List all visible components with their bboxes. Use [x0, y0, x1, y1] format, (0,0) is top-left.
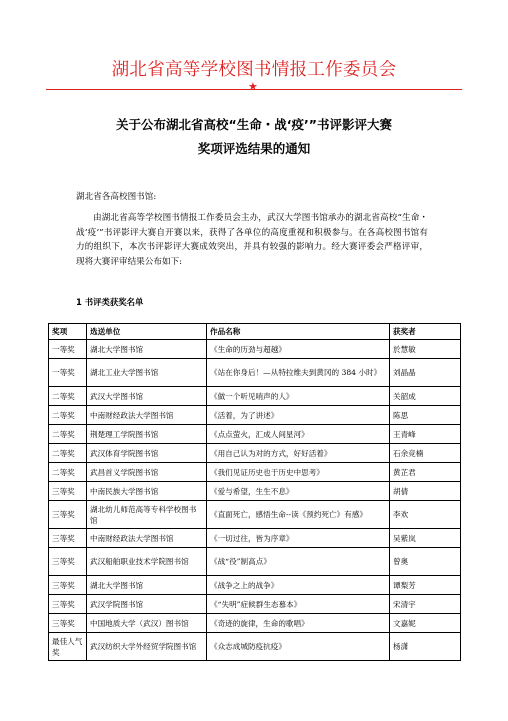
- award-cell: 一等奖: [49, 340, 87, 359]
- unit-cell: 武汉船舶职业技术学院图书馆: [87, 548, 207, 576]
- unit-cell: 武汉学院图书馆: [87, 595, 207, 614]
- header-unit: 选送单位: [87, 324, 207, 340]
- award-cell: 二等奖: [49, 463, 87, 482]
- unit-cell: 荆楚理工学院图书馆: [87, 425, 207, 444]
- header-winner: 获奖者: [390, 324, 461, 340]
- award-cell: 最佳人气奖: [49, 633, 87, 661]
- star-icon: ★: [248, 80, 258, 93]
- unit-cell: 中南民族大学图书馆: [87, 482, 207, 501]
- table-row: [49, 576, 461, 595]
- award-cell: 二等奖: [49, 406, 87, 425]
- award-cell: 一等奖: [49, 359, 87, 387]
- award-cell: 三等奖: [49, 576, 87, 595]
- winner-cell: 曾奥: [390, 548, 461, 576]
- winner-cell: 李欢: [390, 501, 461, 529]
- winner-cell: 黄芷君: [390, 463, 461, 482]
- unit-cell: 武汉体育学院图书馆: [87, 444, 207, 463]
- winner-cell: 谭梨芳: [390, 576, 461, 595]
- header-work: 作品名称: [207, 324, 390, 340]
- award-cell: 三等奖: [49, 548, 87, 576]
- award-table: [48, 323, 461, 661]
- work-cell: 《用自己认为对的方式，好好活着》: [207, 444, 390, 463]
- winner-cell: 关韶成: [390, 387, 461, 406]
- award-cell: 二等奖: [49, 444, 87, 463]
- award-cell: 三等奖: [49, 529, 87, 548]
- table-row: [49, 548, 461, 576]
- unit-cell: 中南财经政法大学图书馆: [87, 406, 207, 425]
- winner-cell: 宋清宇: [390, 595, 461, 614]
- award-cell: 二等奖: [49, 387, 87, 406]
- winner-cell: 王青峰: [390, 425, 461, 444]
- table-row: [49, 529, 461, 548]
- table-row: [49, 463, 461, 482]
- table-row: [49, 444, 461, 463]
- award-cell: 二等奖: [49, 425, 87, 444]
- header-award: 奖项: [49, 324, 87, 340]
- salutation: 湖北省各高校图书馆:: [76, 192, 157, 202]
- work-cell: 《战“役”制高点》: [207, 548, 390, 576]
- table-header-row: [49, 324, 461, 340]
- unit-cell: 湖北幼儿师范高等专科学校图书馆: [87, 501, 207, 529]
- work-cell: 《战争之上的战争》: [207, 576, 390, 595]
- section-heading: 1 书评类获奖名单: [76, 297, 144, 307]
- work-cell: 《直面死亡，感悟生命--读《预约死亡》有感》: [207, 501, 390, 529]
- intro-paragraph: 由湖北省高等学校图书情报工作委员会主办，武汉大学图书馆承办的湖北省高校“生命・战‘疫’”书评影评大赛自开赛以来，获得了各单位的高度重视和积极参与。在各高校图书馆有力的组织下，本次书评影评大赛成效突出，并具有较强的影响力。经大赛评委会严格评审，现将大赛评审结果公布如下:: [76, 213, 428, 267]
- table-row: [49, 359, 461, 387]
- award-cell: 三等奖: [49, 614, 87, 633]
- unit-cell: 湖北大学图书馆: [87, 576, 207, 595]
- work-cell: 《做一个听见哨声的人》: [207, 387, 390, 406]
- table-row: [49, 614, 461, 633]
- work-cell: 《“失明”症候群生态慕本》: [207, 595, 390, 614]
- unit-cell: 湖北工业大学图书馆: [87, 359, 207, 387]
- winner-cell: 文嘉妮: [390, 614, 461, 633]
- work-cell: 《站在你身后！—从特拉维夫到黄冈的 384 小时》: [207, 359, 390, 387]
- winner-cell: 刘晶晶: [390, 359, 461, 387]
- unit-cell: 武汉纺织大学外经贸学院图书馆: [87, 633, 207, 661]
- work-cell: 《一切过往，皆为序章》: [207, 529, 390, 548]
- work-cell: 《活着，为了讲述》: [207, 406, 390, 425]
- work-cell: 《爱与希望，生生不息》: [207, 482, 390, 501]
- winner-cell: 吴紫岚: [390, 529, 461, 548]
- award-cell: 三等奖: [49, 482, 87, 501]
- table-row: [49, 406, 461, 425]
- unit-cell: 中南财经政法大学图书馆: [87, 529, 207, 548]
- work-cell: 《众志成城防疫抗疫》: [207, 633, 390, 661]
- table-row: [49, 340, 461, 359]
- winner-cell: 陈思: [390, 406, 461, 425]
- table-row: [49, 595, 461, 614]
- table-row: [49, 425, 461, 444]
- award-cell: 三等奖: [49, 595, 87, 614]
- organization-name: 湖北省高等学校图书情报工作委员会: [111, 60, 397, 80]
- unit-cell: 湖北大学图书馆: [87, 340, 207, 359]
- table-row: [49, 633, 461, 661]
- award-cell: 三等奖: [49, 501, 87, 529]
- winner-cell: 石余竞楠: [390, 444, 461, 463]
- unit-cell: 中国地质大学（武汉）图书馆: [87, 614, 207, 633]
- work-cell: 《我们见证历史也于历史中思考》: [207, 463, 390, 482]
- table-row: [49, 501, 461, 529]
- winner-cell: 於慧敏: [390, 340, 461, 359]
- winner-cell: 杨潇: [390, 633, 461, 661]
- table-row: [49, 387, 461, 406]
- notice-title-line-1: 关于公布湖北省高校“生命・战‘疫’”书评影评大赛: [116, 117, 392, 132]
- notice-title-line-2: 奖项评选结果的通知: [197, 141, 311, 156]
- work-cell: 《生命的历劲与超越》: [207, 340, 390, 359]
- table-row: [49, 482, 461, 501]
- work-cell: 《点点萤火，汇成人间星河》: [207, 425, 390, 444]
- unit-cell: 武汉大学图书馆: [87, 387, 207, 406]
- winner-cell: 胡倩: [390, 482, 461, 501]
- unit-cell: 武昌首义学院图书馆: [87, 463, 207, 482]
- work-cell: 《奇迹的旋律，生命的歌唱》: [207, 614, 390, 633]
